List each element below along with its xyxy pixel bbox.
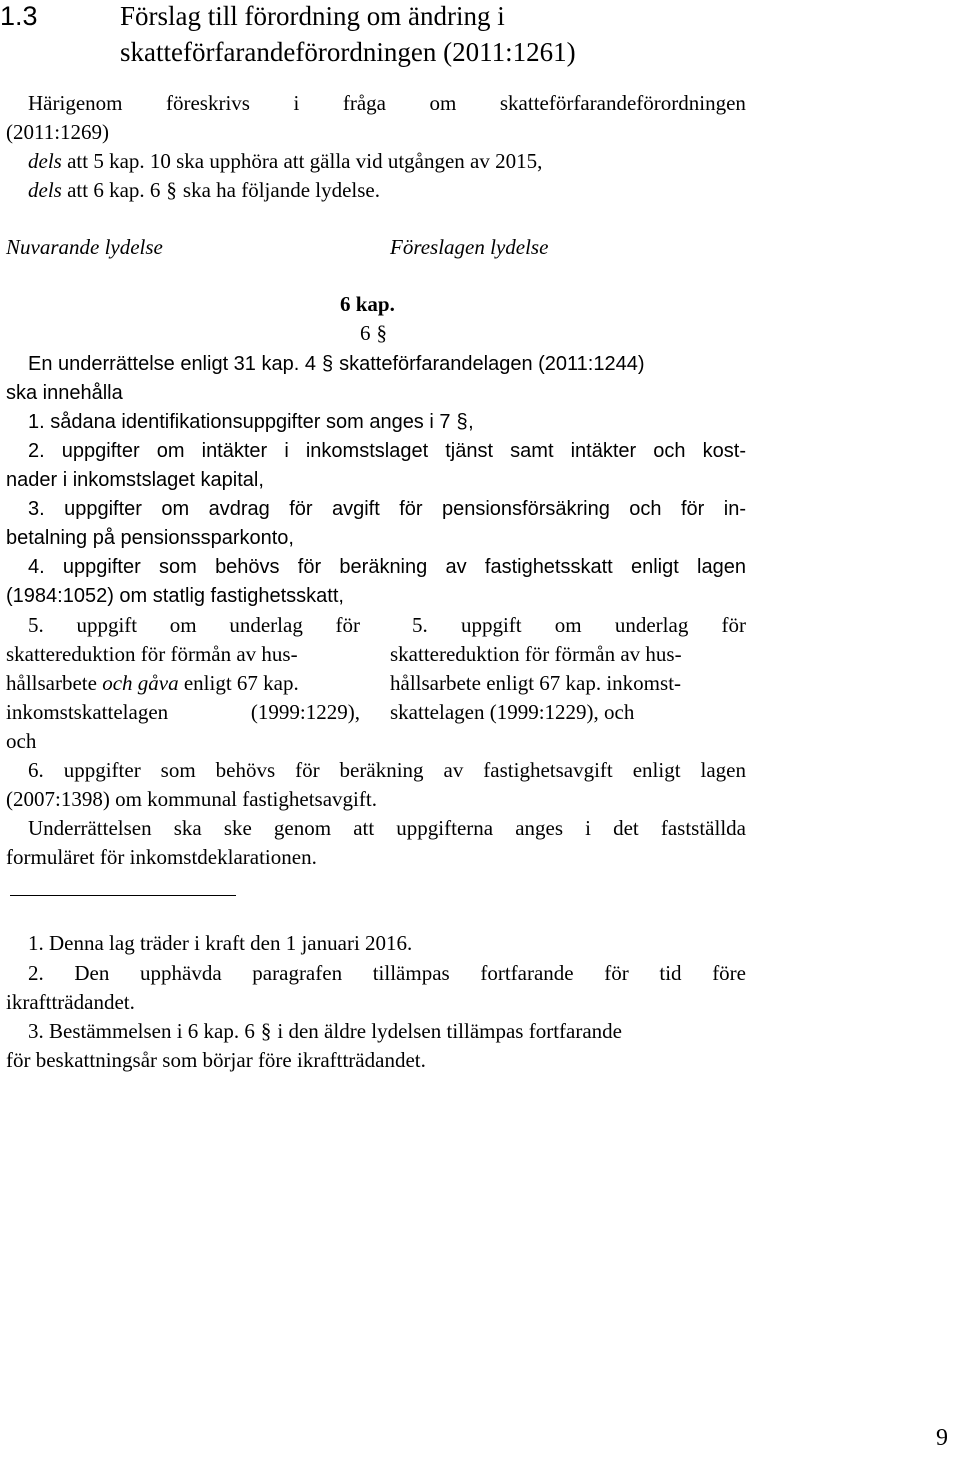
- item-5-proposed-line-1: 5. uppgift om underlag för: [412, 613, 746, 637]
- item-2-line-2: nader i inkomstslaget kapital,: [6, 469, 264, 491]
- section-sign-icon: §: [260, 1019, 272, 1043]
- item-1: 1. sådana identifikationsuppgifter som anges i 7 §,: [28, 408, 474, 437]
- item-2-line-1: 2. uppgifter om intäkter i inkomstslaget tjänst samt intäkter och kost-: [28, 440, 746, 462]
- item-6-line-2: (2007:1398) om kommunal fastighetsavgift.: [6, 787, 377, 811]
- transitional-provision-2-line-2: ikraftträdandet.: [6, 990, 135, 1014]
- provision-intro-line-2: ska innehålla: [6, 382, 123, 404]
- item-5-proposed-line-2: skattereduktion för förmån av hus-: [390, 642, 682, 666]
- transitional-provision-2-line-1: 2. Den upphävda paragrafen tillämpas fortfarande för tid före: [28, 961, 746, 985]
- item-3-line-2: betalning på pensionssparkonto,: [6, 527, 294, 549]
- section-number: 1.3: [0, 1, 38, 31]
- intro-line-1: Härigenom föreskrivs i fråga om skatteförfarandeförordningen: [28, 91, 746, 115]
- section-sign-icon: §: [166, 178, 177, 202]
- transitional-provision-3-line-1: 3. Bestämmelsen i 6 kap. 6 § i den äldre lydelsen tillämpas fortfarande: [28, 1017, 622, 1046]
- page-number: 9: [936, 1425, 948, 1451]
- section-title-line-1: Förslag till förordning om ändring i: [120, 1, 505, 31]
- section-sign-icon: §: [456, 411, 468, 433]
- notice-line-2: formuläret för inkomstdeklarationen.: [6, 845, 317, 869]
- provision-intro-line-1: En underrättelse enligt 31 kap. 4 § skatteförfarandelagen (2011:1244): [28, 350, 645, 379]
- intro-line-2: (2011:1269): [6, 120, 110, 144]
- column-header-proposed: Föreslagen lydelse: [390, 235, 549, 259]
- intro-line-4: dels att 6 kap. 6 § ska ha följande lydelse.: [28, 176, 380, 205]
- section-title-line-2: skatteförfarandeförordningen (2011:1261): [120, 37, 576, 67]
- item-5-proposed-line-3: hållsarbete enligt 67 kap. inkomst-: [390, 671, 682, 695]
- intro-line-3: dels att 5 kap. 10 ska upphöra att gälla vid utgången av 2015,: [28, 149, 543, 173]
- section-sign-icon: §: [376, 321, 387, 345]
- transitional-provision-3-line-2: för beskattningsår som börjar före ikraftträdandet.: [6, 1048, 426, 1072]
- item-5-current-line-4: inkomstskattelagen (1999:1229),: [6, 700, 360, 724]
- item-5-current-line-2: skattereduktion för förmån av hus-: [6, 642, 298, 666]
- section-label: 6 §: [360, 319, 388, 348]
- notice-line-1: Underrättelsen ska ske genom att uppgifterna anges i det fastställda: [28, 816, 746, 840]
- item-4-line-1: 4. uppgifter som behövs för beräkning av fastighetsskatt enligt lagen: [28, 556, 746, 578]
- item-5-current-line-5: och: [6, 729, 37, 753]
- chapter-label: 6 kap.: [340, 292, 395, 316]
- section-sign-icon: §: [321, 353, 334, 375]
- column-header-current: Nuvarande lydelse: [6, 235, 163, 259]
- item-5-proposed-line-4: skattelagen (1999:1229), och: [390, 700, 635, 724]
- item-5-current-line-1: 5. uppgift om underlag för: [28, 613, 360, 637]
- item-3-line-1: 3. uppgifter om avdrag för avgift för pensionsförsäkring och för in-: [28, 498, 746, 520]
- item-5-current-line-3: hållsarbete och gåva enligt 67 kap.: [6, 671, 299, 695]
- transitional-provision-1: 1. Denna lag träder i kraft den 1 januari 2016.: [28, 931, 413, 955]
- item-6-line-1: 6. uppgifter som behövs för beräkning av fastighetsavgift enligt lagen: [28, 758, 746, 782]
- separator-rule: [10, 895, 236, 896]
- item-4-line-2: (1984:1052) om statlig fastighetsskatt,: [6, 585, 344, 607]
